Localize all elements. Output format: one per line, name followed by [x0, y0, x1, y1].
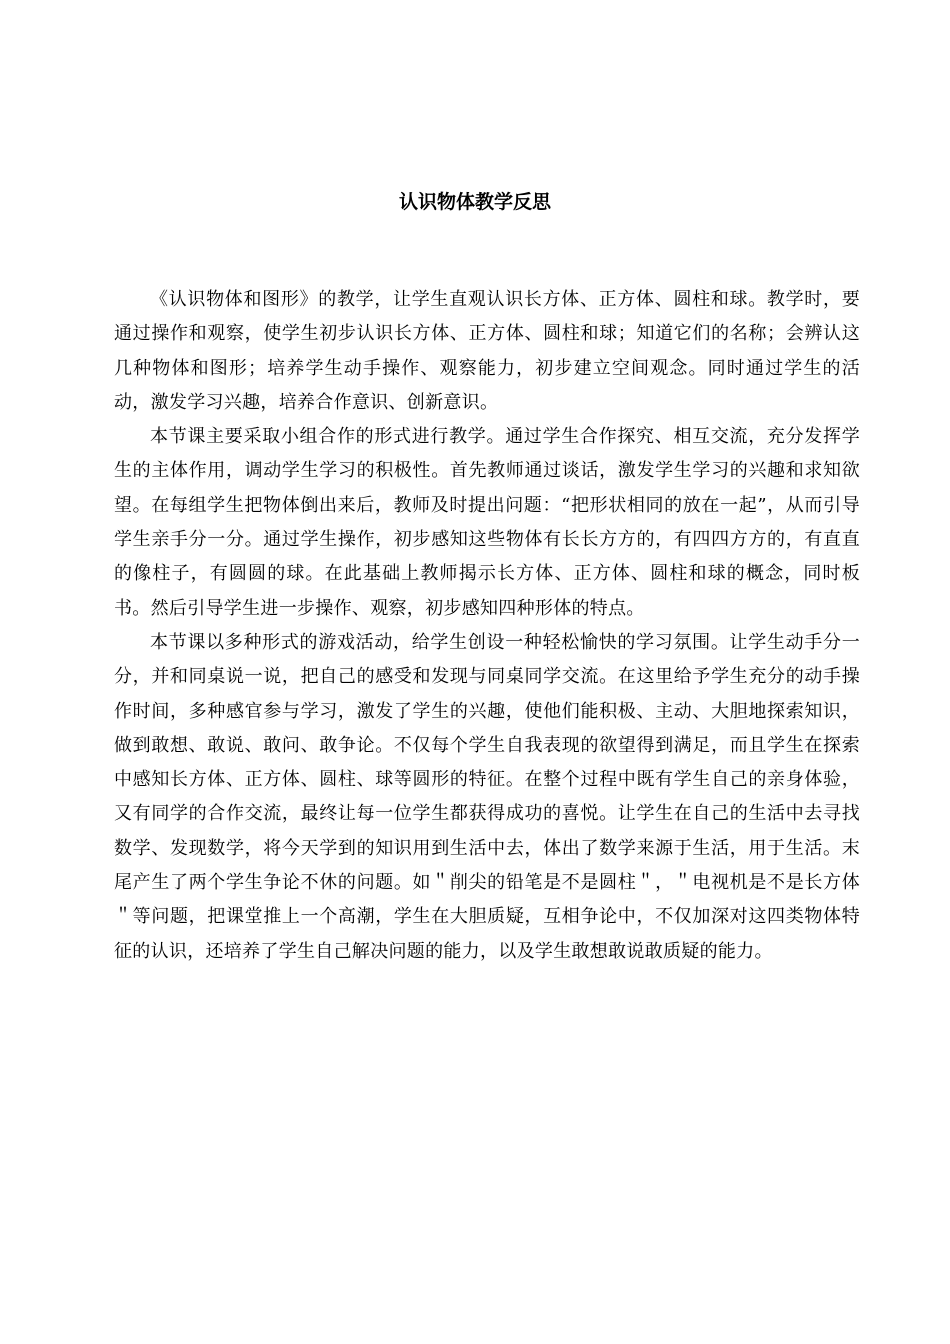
document-body: [114, 283, 860, 969]
paragraph-1: 《认识物体和图形》的教学，让学生直观认识长方体、正方体、圆柱和球。教学时，要通过操作和观察，使学生初步认识长方体、正方体、圆柱和球；知道它们的名称；会辨认这几种物体和图形；培养学生动手操作、观察能力，初步建立空间观念。同时通过学生的活动，激发学习兴趣，培养合作意识、创新意识。: [114, 289, 860, 413]
document-title: 认识物体教学反思: [398, 191, 551, 213]
paragraph-3: 本节课以多种形式的游戏活动，给学生创设一种轻松愉快的学习氛围。让学生动手分一分，并和同桌说一说，把自己的感受和发现与同桌同学交流。在这里给予学生充分的动手操作时间，多种感官参与学习，激发了学生的兴趣，使他们能积极、主动、大胆地探索知识，做到敢想、敢说、敢问、敢争论。不仅每个学生自我表现的欲望得到满足，而且学生在探索中感知长方体、正方体、圆柱、球等圆形的特征。在整个过程中既有学生自己的亲身体验，又有同学的合作交流，最终让每一位学生都获得成功的喜悦。让学生在自己的生活中去寻找数学、发现数学，将今天学到的知识用到生活中去，体出了数学来源于生活，用于生活。末尾产生了两个学生争论不休的问题。如＂削尖的铅笔是不是圆柱＂，＂电视机是不是长方体＂等问题，把课堂推上一个高潮，学生在大胆质疑，互相争论中，不仅加深对这四类物体特征的认识，还培养了学生自己解决问题的能力，以及学生敢想敢说敢质疑的能力。: [114, 631, 860, 962]
paragraph-2: 本节课主要采取小组合作的形式进行教学。通过学生合作探究、相互交流，充分发挥学生的主体作用，调动学生学习的积极性。首先教师通过谈话，激发学生学习的兴趣和求知欲望。在每组学生把物体倒出来后，教师及时提出问题：“把形状相同的放在一起”，从而引导学生亲手分一分。通过学生操作，初步感知这些物体有长长方方的，有四四方方的，有直直的像柱子，有圆圆的球。在此基础上教师揭示长方体、正方体、圆柱和球的概念，同时板书。然后引导学生进一步操作、观察，初步感知四种形体的特点。: [114, 426, 860, 619]
